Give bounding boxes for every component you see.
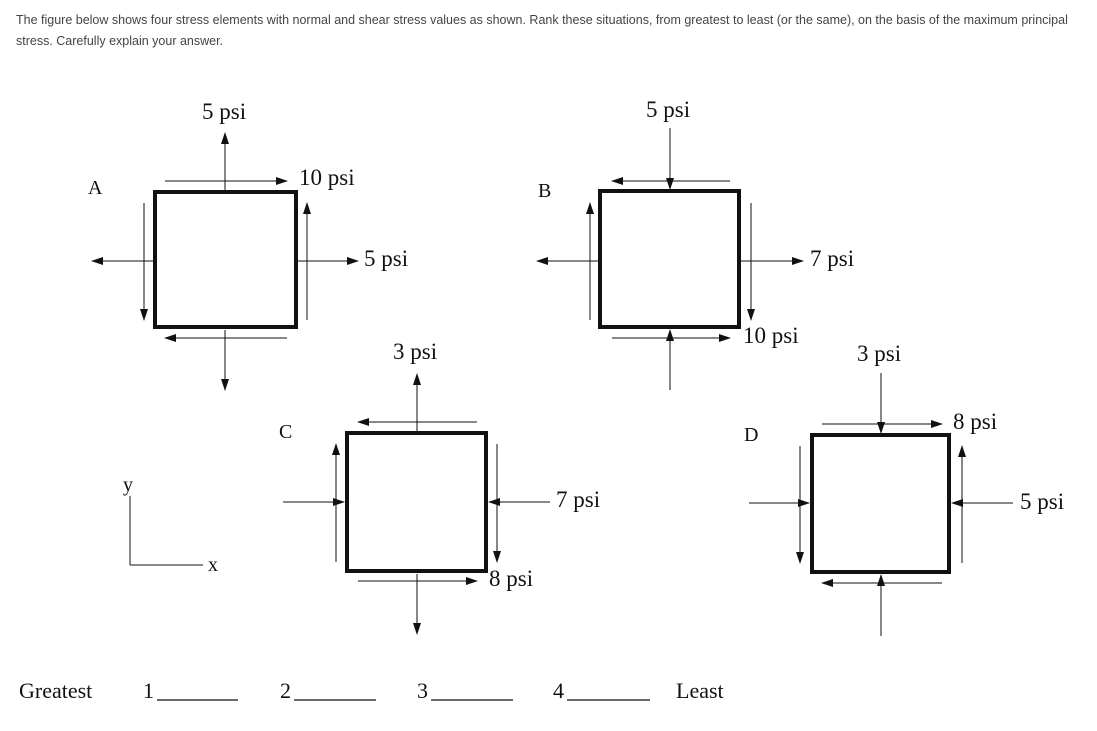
element-b-square (600, 191, 739, 327)
element-c-sigma-y-label: 3 psi (393, 339, 438, 364)
element-b-sigma-y-label: 5 psi (646, 97, 691, 122)
element-c-label: C (279, 421, 293, 443)
ranking-least-label: Least (676, 678, 724, 703)
element-d-sigma-y-label: 3 psi (857, 341, 902, 366)
x-axis-label: x (208, 554, 218, 576)
element-d-sigma-x-label: 5 psi (1020, 489, 1065, 514)
rank-number-4: 4 (553, 678, 564, 703)
element-b (537, 128, 803, 390)
element-a-sigma-x-label: 5 psi (364, 246, 409, 271)
rank-number-1: 1 (143, 678, 154, 703)
element-b-sigma-x-label: 7 psi (810, 246, 855, 271)
element-c-sigma-x-label: 7 psi (556, 487, 601, 512)
rank-number-2: 2 (280, 678, 291, 703)
element-a-tau-label: 10 psi (299, 165, 355, 190)
element-a-sigma-y-label: 5 psi (202, 99, 247, 124)
coordinate-axes (130, 496, 203, 565)
element-d-label: D (744, 424, 759, 446)
element-a-square (155, 192, 296, 327)
element-c-square (347, 433, 486, 571)
question-text: The figure below shows four stress elements with normal and shear stress values as shown. Rank these situations, from greatest to least (or the same), on the basis of the maximum principal stress. Carefully explain your answer. (16, 13, 1068, 48)
element-d-tau-label: 8 psi (953, 409, 998, 434)
element-d-square (812, 435, 949, 572)
element-c (283, 374, 550, 634)
ranking-greatest-label: Greatest (19, 678, 93, 703)
element-b-tau-label: 10 psi (743, 323, 799, 348)
y-axis-label: y (123, 474, 133, 496)
element-c-tau-label: 8 psi (489, 566, 534, 591)
element-b-label: B (538, 180, 552, 202)
rank-number-3: 3 (417, 678, 428, 703)
element-a-label: A (88, 177, 103, 199)
